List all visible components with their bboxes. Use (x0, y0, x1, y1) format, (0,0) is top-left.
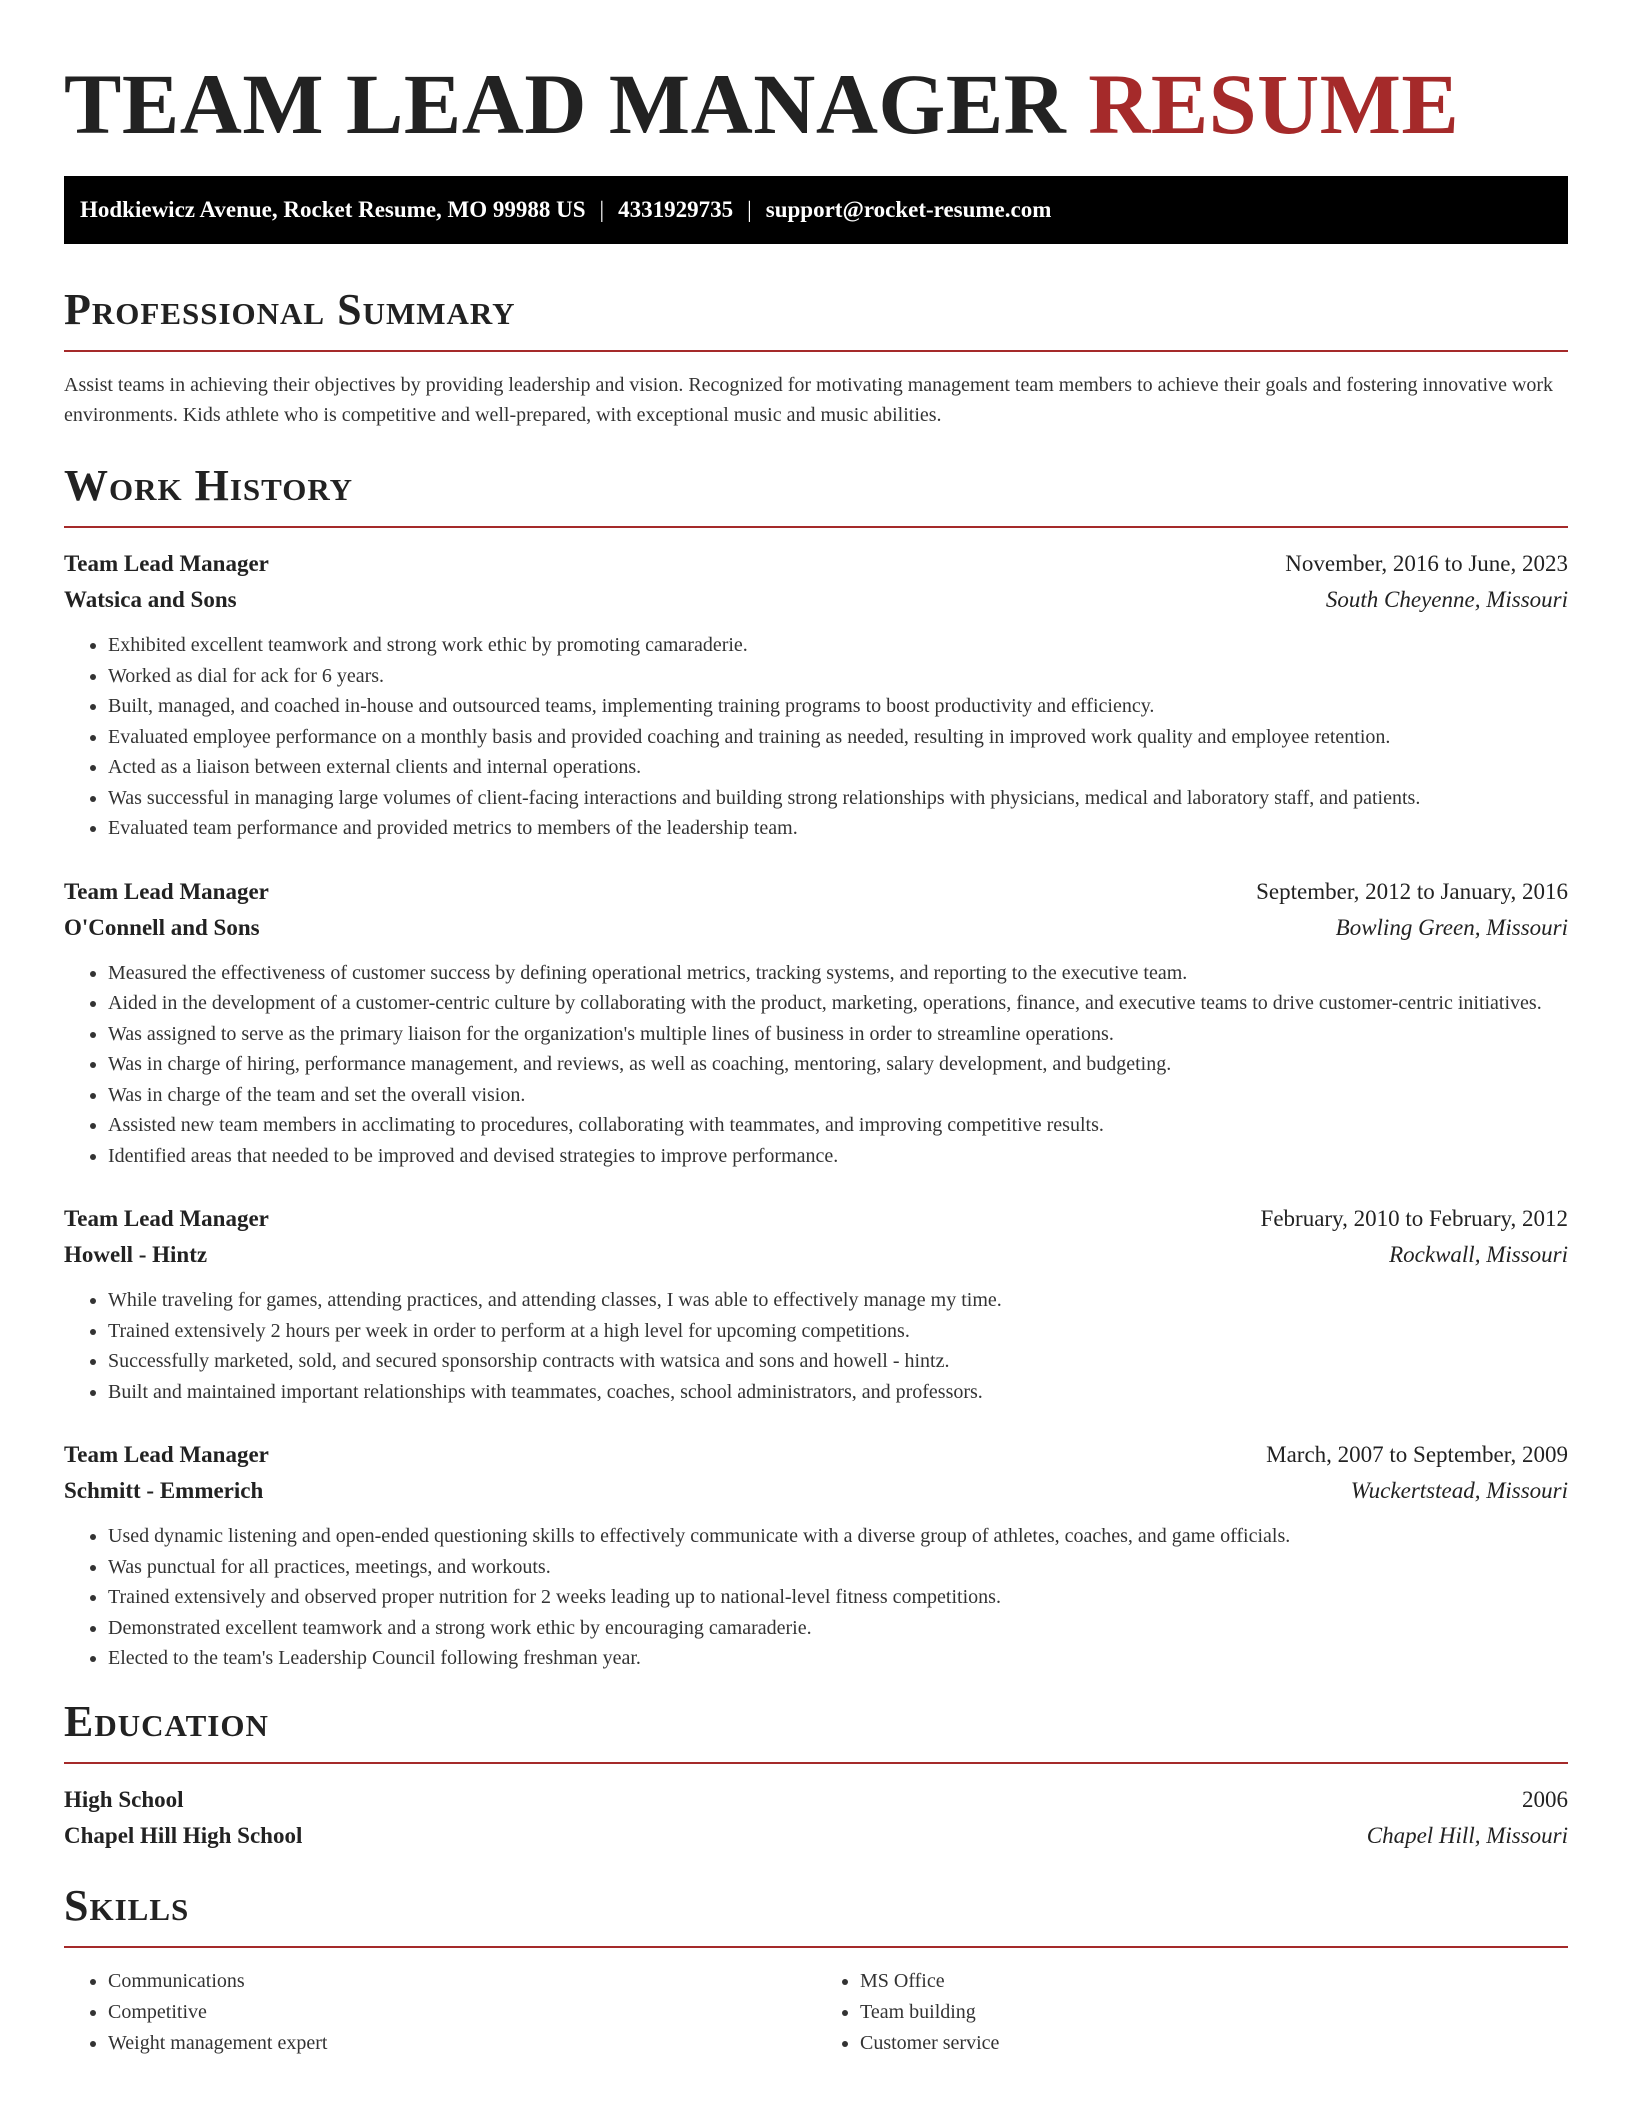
job-bullet: • Identified areas that needed to be improved and devised strategies to improve performance. (108, 1141, 1568, 1172)
job-bullet: • Elected to the team's Leadership Council following freshman year. (108, 1643, 1568, 1674)
job-bullet: • Was in charge of the team and set the overall vision. (108, 1080, 1568, 1111)
job-entry (64, 1201, 1568, 1407)
education-location: Chapel Hill, Missouri (1366, 1822, 1568, 1848)
job-bullet: • Worked as dial for ack for 6 years. (108, 661, 1568, 692)
job-bullet: • Measured the effectiveness of customer success by defining operational metrics, tracking systems, and reporting to the executive team. (108, 958, 1568, 989)
job-bullet: • Demonstrated excellent teamwork and a strong work ethic by encouraging camaraderie. (108, 1613, 1568, 1644)
job-bullets (64, 630, 1568, 844)
skill-item: • Customer service (860, 2028, 1568, 2059)
skills-column-left (64, 1966, 816, 2059)
job-company-row (64, 582, 1568, 618)
education-year: 2006 (1522, 1786, 1568, 1812)
job-bullet: • Evaluated employee performance on a monthly basis and provided coaching and training as needed, resulting in improved work quality and employee retention. (108, 722, 1568, 753)
job-title: Team Lead Manager (64, 1206, 269, 1231)
contact-separator: | (747, 197, 752, 222)
job-bullet: • Assisted new team members in acclimating to procedures, collaborating with teammates, and improving competitive results. (108, 1110, 1568, 1141)
job-company-row (64, 910, 1568, 946)
job-bullet: • While traveling for games, attending practices, and attending classes, I was able to effectively manage my time. (108, 1285, 1568, 1316)
section-divider (64, 350, 1568, 352)
section-heading: Work History (64, 461, 354, 510)
job-location: Bowling Green, Missouri (1335, 914, 1568, 940)
job-dates: September, 2012 to January, 2016 (1256, 878, 1568, 904)
job-bullet: • Used dynamic listening and open-ended questioning skills to effectively communicate with a diverse group of athletes, coaches, and game officials. (108, 1521, 1568, 1552)
section-heading: Skills (64, 1880, 190, 1930)
education-school-row (64, 1818, 1568, 1854)
education-entry (64, 1782, 1568, 1854)
job-bullets (64, 1521, 1568, 1674)
job-header-row (64, 1437, 1568, 1473)
job-header-row (64, 874, 1568, 910)
job-header-row (64, 1201, 1568, 1237)
job-bullet: • Trained extensively 2 hours per week in order to perform at a high level for upcoming competitions. (108, 1316, 1568, 1347)
job-company: Schmitt - Emmerich (64, 1478, 264, 1503)
job-bullet: • Exhibited excellent teamwork and strong work ethic by promoting camaraderie. (108, 630, 1568, 661)
job-bullet: • Was assigned to serve as the primary liaison for the organization's multiple lines of business in order to streamline operations. (108, 1019, 1568, 1050)
education-section (64, 1696, 1568, 1854)
contact-separator: | (599, 197, 605, 222)
job-bullet: • Acted as a liaison between external clients and internal operations. (108, 752, 1568, 783)
title-main: TEAM LEAD MANAGER (64, 56, 1067, 152)
contact-email: support@rocket-resume.com (765, 197, 1052, 222)
skill-item: • Competitive (108, 1997, 816, 2028)
section-divider (64, 1946, 1568, 1948)
job-location: Wuckertstead, Missouri (1350, 1478, 1568, 1503)
summary-section (64, 284, 1568, 430)
job-entry (64, 874, 1568, 1172)
skill-item: • Communications (108, 1966, 816, 1997)
skills-column-right (816, 1966, 1568, 2059)
job-location: South Cheyenne, Missouri (1325, 587, 1568, 612)
job-bullet: • Built, managed, and coached in-house and outsourced teams, implementing training programs to boost productivity and efficiency. (108, 691, 1568, 722)
resume-title (64, 56, 1568, 152)
job-bullets (64, 958, 1568, 1172)
job-bullet: • Was successful in managing large volumes of client-facing interactions and building strong relationships with physicians, medical and laboratory staff, and patients. (108, 783, 1568, 814)
section-divider (64, 526, 1568, 528)
job-company: Howell - Hintz (64, 1242, 208, 1267)
summary-text: Assist teams in achieving their objectives by providing leadership and vision. Recognized for motivating management team members to achieve their goals and fostering innovative work environments. Kids athlete who is competitive and well-prepared, with exceptional music and music abilities. (64, 374, 1554, 426)
education-degree: High School (64, 1786, 184, 1812)
job-bullet: • Trained extensively and observed proper nutrition for 2 weeks leading up to national-level fitness competitions. (108, 1582, 1568, 1613)
job-title: Team Lead Manager (64, 1442, 269, 1467)
section-heading: Professional Summary (64, 285, 516, 334)
section-heading: Education (64, 1696, 269, 1746)
job-company: Watsica and Sons (64, 587, 237, 612)
job-bullets (64, 1285, 1568, 1407)
job-dates: February, 2010 to February, 2012 (1260, 1206, 1568, 1231)
job-dates: November, 2016 to June, 2023 (1285, 551, 1568, 576)
job-bullet: • Was in charge of hiring, performance management, and reviews, as well as coaching, mentoring, salary development, and budgeting. (108, 1049, 1568, 1080)
title-accent: RESUME (1088, 56, 1460, 152)
education-school: Chapel Hill High School (64, 1822, 303, 1848)
skill-item: • MS Office (860, 1966, 1568, 1997)
contact-phone: 4331929735 (618, 197, 734, 222)
contact-bar (64, 176, 1568, 244)
job-company-row (64, 1237, 1568, 1273)
job-header-row (64, 546, 1568, 582)
job-bullet: • Aided in the development of a customer-centric culture by collaborating with the product, marketing, operations, finance, and executive teams to drive customer-centric initiatives. (108, 988, 1568, 1019)
job-title: Team Lead Manager (64, 878, 269, 904)
job-title: Team Lead Manager (64, 551, 269, 576)
skill-item: • Team building (860, 1997, 1568, 2028)
work-history-section (64, 460, 1568, 1674)
job-location: Rockwall, Missouri (1389, 1242, 1568, 1267)
job-bullet: • Was punctual for all practices, meetings, and workouts. (108, 1552, 1568, 1583)
job-bullet: • Successfully marketed, sold, and secured sponsorship contracts with watsica and sons and howell - hintz. (108, 1346, 1568, 1377)
job-bullet: • Built and maintained important relationships with teammates, coaches, school administrators, and professors. (108, 1377, 1568, 1408)
skill-item: • Weight management expert (108, 2028, 816, 2059)
contact-address: Hodkiewicz Avenue, Rocket Resume, MO 99988 US (80, 197, 586, 222)
job-entry (64, 546, 1568, 844)
education-degree-row (64, 1782, 1568, 1818)
section-divider (64, 1762, 1568, 1764)
skills-section (64, 1880, 1568, 2059)
skills-grid (64, 1966, 1568, 2059)
job-company: O'Connell and Sons (64, 914, 260, 940)
job-company-row (64, 1473, 1568, 1509)
job-bullet: • Evaluated team performance and provided metrics to members of the leadership team. (108, 813, 1568, 844)
job-dates: March, 2007 to September, 2009 (1266, 1442, 1568, 1467)
job-entry (64, 1437, 1568, 1674)
